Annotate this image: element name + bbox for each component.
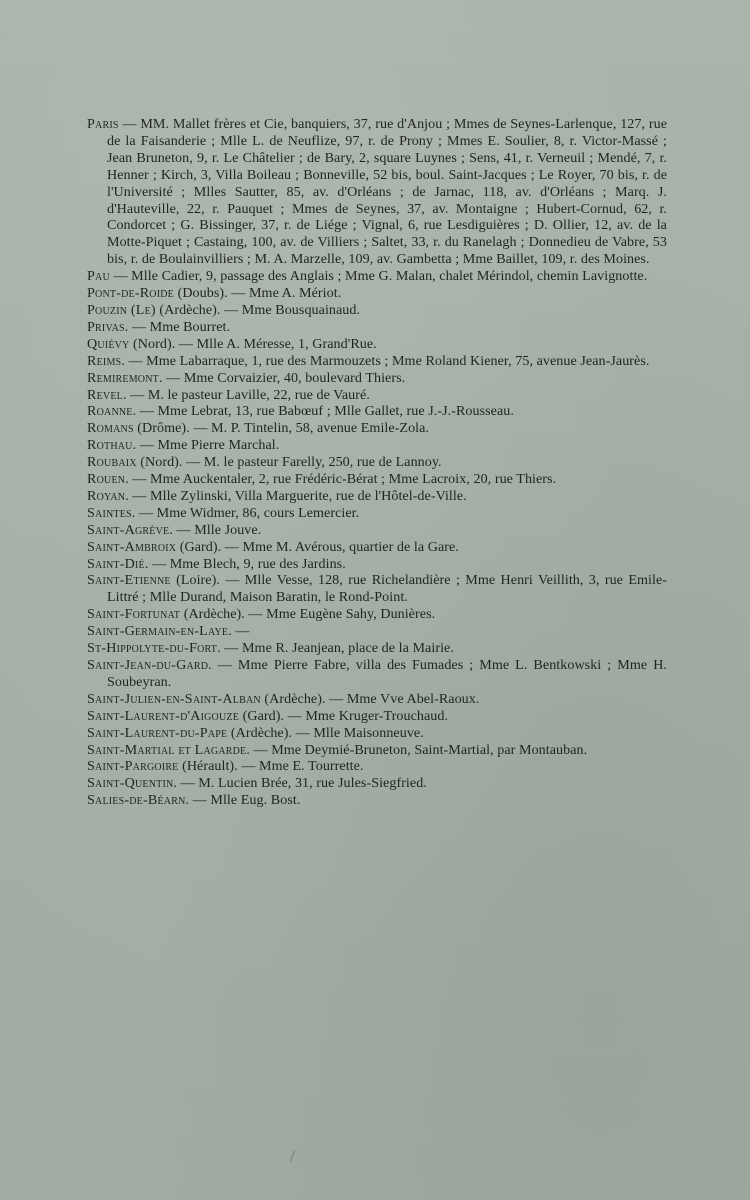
place-name: Quiévy xyxy=(87,335,130,352)
entry-saint-quentin xyxy=(87,775,667,792)
entry-details: . — Mme Corvaizier, 40, boulevard Thiers. xyxy=(158,369,406,386)
entry-details: . — Mme Deymié-Bruneton, Saint-Martial, par Montauban. xyxy=(246,741,588,758)
place-name: Saint-Martial et Lagarde xyxy=(87,741,247,758)
entry-details: (Doubs). — Mme A. Mériot. xyxy=(174,285,342,302)
entry-rothau xyxy=(87,437,667,454)
place-name: Roubaix xyxy=(87,454,137,471)
entry-details: (Loire). — Mlle Vesse, 128, rue Richelandière ; Mme Henri Veillith, 3, rue Emile-Littré ; Mlle Durand, Maison Baratin, le Rond-Point. xyxy=(107,572,667,606)
paper-mark xyxy=(290,1150,295,1162)
entry-royan xyxy=(87,488,667,505)
place-name: Romans xyxy=(87,420,134,437)
place-name: Saint-Jean-du-Gard xyxy=(87,657,209,673)
entry-saint-germain-en-laye xyxy=(87,623,667,640)
place-name: Pouzin (Le) xyxy=(87,301,156,318)
place-name: Saint-Laurent-d'Aigouze xyxy=(87,707,240,724)
place-name: Remiremont xyxy=(87,369,159,386)
entry-pouzin xyxy=(87,302,667,319)
entry-details: . — Mme Blech, 9, rue des Jardins. xyxy=(144,555,346,572)
place-name: Roanne xyxy=(87,403,133,420)
entry-details: . — Mme Auckentaler, 2, rue Frédéric-Bérat ; Mme Lacroix, 20, rue Thiers. xyxy=(125,471,557,488)
entry-roanne xyxy=(87,403,667,420)
entry-details: (Gard). — Mme M. Avérous, quartier de la Gare. xyxy=(176,538,459,555)
place-name: Saint-Ambroix xyxy=(87,538,177,555)
entry-saint-laurent-d-aigouze xyxy=(87,708,667,725)
entry-details: (Drôme). — M. P. Tintelin, 58, avenue Emile-Zola. xyxy=(133,420,430,437)
entry-romans xyxy=(87,420,667,437)
entry-roubaix xyxy=(87,454,667,471)
entry-saint-die xyxy=(87,556,667,573)
place-name: Rouen xyxy=(87,471,126,488)
entry-details: . — Mme Labarraque, 1, rue des Marmouzets ; Mme Roland Kiener, 75, avenue Jean-Jaurès. xyxy=(121,352,650,369)
entry-details: . — xyxy=(228,623,250,640)
place-name: Saint-Pargoire xyxy=(87,758,179,775)
place-name: Reims xyxy=(87,352,122,369)
entry-details: — Mlle Cadier, 9, passage des Anglais ; Mme G. Malan, chalet Mérindol, chemin Lavignotte. xyxy=(109,268,648,285)
entry-details: . — Mme Pierre Fabre, villa des Fumades ; Mme L. Bentkowski ; Mme H. Soubeyran. xyxy=(107,657,667,690)
place-name: Privas xyxy=(87,318,125,335)
entry-pau xyxy=(87,268,667,285)
entry-details: (Hérault). — Mme E. Tourrette. xyxy=(178,758,364,775)
place-name: Saint-Etienne xyxy=(87,572,171,589)
entry-details: (Ardèche). — Mme Eugène Sahy, Dunières. xyxy=(180,606,436,623)
entry-details: . — Mlle Jouve. xyxy=(169,521,262,538)
entry-details: . — Mme Pierre Marchal. xyxy=(132,437,280,454)
entry-details: (Ardèche). — Mlle Maisonneuve. xyxy=(227,724,424,741)
entry-details: . — M. le pasteur Laville, 22, rue de Vauré. xyxy=(122,386,370,403)
directory-list xyxy=(87,116,667,809)
entry-details: — MM. Mallet frères et Cie, banquiers, 37, rue d'Anjou ; Mmes de Seynes-Larlenque, 127, rue de la Faisanderie ; Mlle L. de Neuflize, 97, r. de Prony ; Mmes E. Soulier, 8, r. Victor-Massé ; Jean Bruneton, 9, r. Le Châtelier ; de Bary, 2, square Luynes ; Sens, 41, r. Verneuil ; Mendé, 7, r. Henner ; Kirch, 3, Villa Boileau ; Bonneville, 52 bis, boul. Saint-Jacques ; Le Royer, 70 bis, r. de l'Université ; Mlles Sautter, 85, av. d'Orléans ; de Jarnac, 118, av. d'Orléans ; Marq. J. d'Hauteville, 22, r. Pauquet ; Mmes de Seynes, 37, av. Montaigne ; Hubert-Cornud, 62, r. Condorcet ; G. Bissinger, 37, r. de Liége ; Vignal, 6, rue Lesdiguières ; D. Ollier, 12, av. de la Motte-Piquet ; Castaing, 100, av. de Villiers ; Saltet, 33, r. du Ranelagh ; Donnedieu de Vabre, 53 bis, r. de Boulainvilliers ; M. A. Marzelle, 109, av. Gambetta ; Mme Baillet, 109, r. des Moines. xyxy=(107,116,667,268)
entry-details: . — Mme R. Jeanjean, place de la Mairie. xyxy=(217,640,454,657)
place-name: Rothau xyxy=(87,437,133,454)
entry-remiremont xyxy=(87,370,667,387)
place-name: Saint-Fortunat xyxy=(87,606,181,623)
place-name: Saint-Quentin xyxy=(87,775,174,792)
entry-saint-agreve xyxy=(87,522,667,539)
entry-reims xyxy=(87,353,667,370)
place-name: St-Hippolyte-du-Fort xyxy=(87,640,218,657)
entry-saint-julien-en-saint-alban xyxy=(87,691,667,708)
entry-details: (Nord). — M. le pasteur Farelly, 250, rue de Lannoy. xyxy=(136,454,442,471)
place-name: Salies-de-Béarn xyxy=(87,792,186,809)
entry-saint-etienne xyxy=(87,572,667,606)
entry-pont-de-roide xyxy=(87,285,667,302)
place-name: Saint-Germain-en-Laye xyxy=(87,623,229,640)
entry-saint-martial-et-lagarde xyxy=(87,742,667,759)
entry-details: . — Mlle Zylinski, Villa Marguerite, rue de l'Hôtel-de-Ville. xyxy=(125,487,467,504)
entry-saint-ambroix xyxy=(87,539,667,556)
entry-st-hippolyte-du-fort xyxy=(87,640,667,657)
entry-details: (Nord). — Mlle A. Méresse, 1, Grand'Rue. xyxy=(129,335,377,352)
place-name: Paris xyxy=(87,116,119,132)
entry-paris xyxy=(87,116,667,268)
entry-quievy xyxy=(87,336,667,353)
place-name: Saint-Agrève xyxy=(87,521,170,538)
entry-saint-pargoire xyxy=(87,758,667,775)
entry-details: . — Mme Lebrat, 13, rue Babœuf ; Mlle Gallet, rue J.-J.-Rousseau. xyxy=(132,403,514,420)
place-name: Revel xyxy=(87,386,123,403)
entry-salies-de-bearn xyxy=(87,792,667,809)
entry-details: . — Mlle Eug. Bost. xyxy=(185,792,301,809)
place-name: Saintes xyxy=(87,504,132,521)
entry-details: . — Mme Bourret. xyxy=(124,318,231,335)
place-name: Saint-Laurent-du-Pape xyxy=(87,724,228,741)
entry-saint-fortunat xyxy=(87,606,667,623)
entry-saintes xyxy=(87,505,667,522)
entry-details: . — M. Lucien Brée, 31, rue Jules-Siegfried. xyxy=(173,775,427,792)
entry-saint-jean-du-gard xyxy=(87,657,667,691)
entry-revel xyxy=(87,387,667,404)
entry-details: (Gard). — Mme Kruger-Trouchaud. xyxy=(239,707,449,724)
place-name: Pont-de-Roide xyxy=(87,285,174,302)
entry-details: . — Mme Widmer, 86, cours Lemercier. xyxy=(131,504,360,521)
place-name: Saint-Dié xyxy=(87,555,145,572)
place-name: Saint-Julien-en-Saint-Alban xyxy=(87,690,261,707)
entry-rouen xyxy=(87,471,667,488)
entry-details: (Ardèche). — Mme Bousquainaud. xyxy=(155,301,361,318)
place-name: Royan xyxy=(87,487,126,504)
entry-saint-laurent-du-pape xyxy=(87,725,667,742)
entry-details: (Ardèche). — Mme Vve Abel-Raoux. xyxy=(260,690,480,707)
place-name: Pau xyxy=(87,268,110,285)
entry-privas xyxy=(87,319,667,336)
